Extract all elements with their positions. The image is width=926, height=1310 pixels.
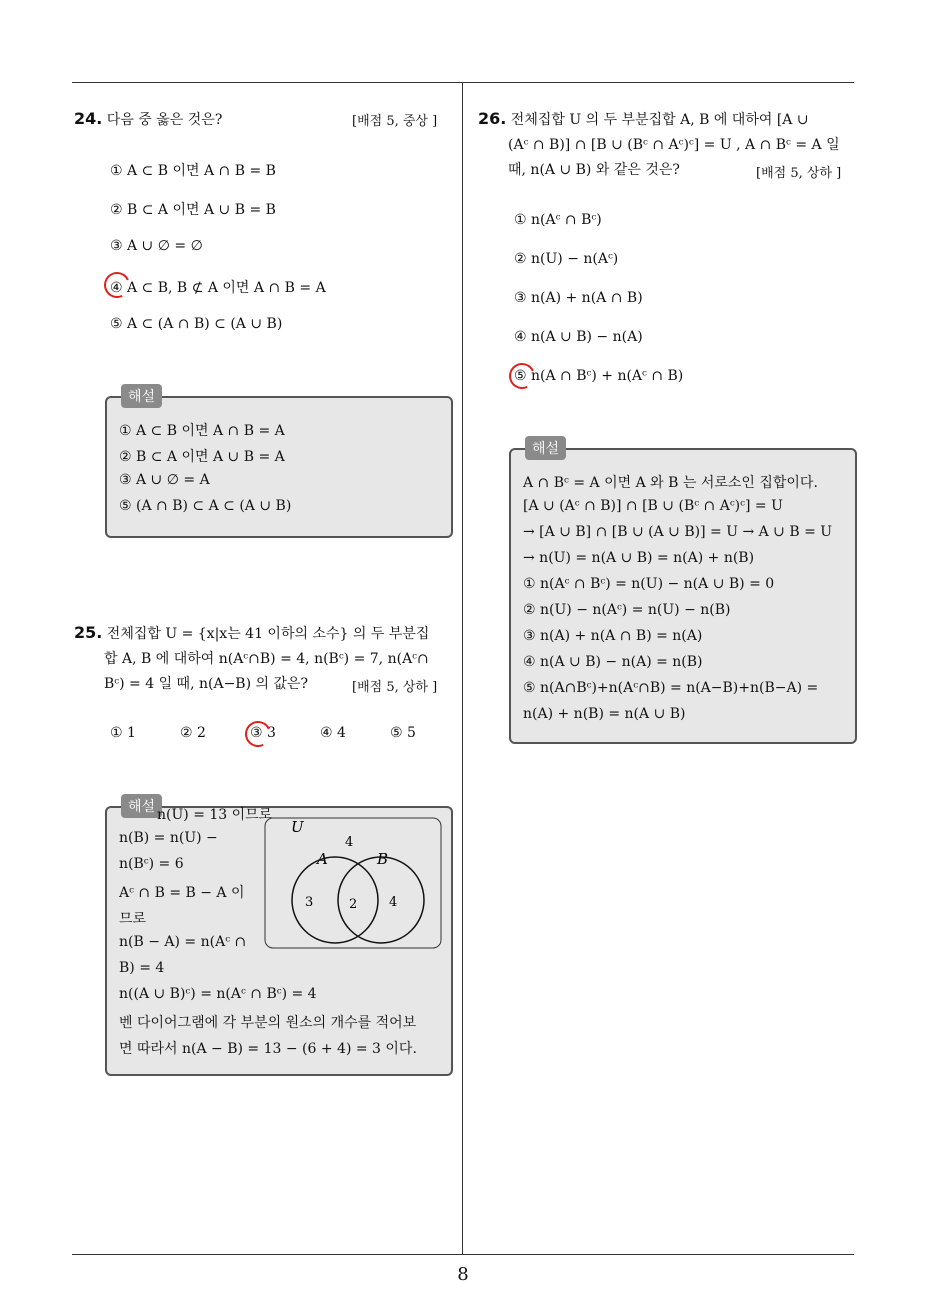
q25-solution-line: B) = 4 — [119, 960, 165, 976]
q26-solution-line: ③ n(A) + n(A ∩ B) = n(A) — [523, 628, 703, 644]
solution-tag: 해설 — [121, 384, 162, 408]
q25-solution-line: n(B − A) = n(Aᶜ ∩ — [119, 934, 247, 950]
q26-number: 26. — [478, 109, 507, 128]
q24-option-2[interactable]: ② B ⊂ A 이면 A ∪ B = B — [110, 202, 276, 218]
column-divider — [462, 82, 463, 1254]
q24-solution-line: ① A ⊂ B 이면 A ∩ B = A — [119, 423, 285, 439]
q26-option-1[interactable]: ① n(Aᶜ ∩ Bᶜ) — [514, 212, 602, 228]
q25-solution-line: n(B) = n(U) − — [119, 830, 218, 846]
q26-option-3[interactable]: ③ n(A) + n(A ∩ B) — [514, 290, 643, 306]
venn-outside-count: 4 — [345, 835, 354, 850]
q24-solution-line: ③ A ∪ ∅ = A — [119, 472, 210, 488]
q24-option-4[interactable]: ④ A ⊂ B, B ⊄ A 이면 A ∩ B = A — [110, 280, 326, 296]
answer-mark-circle — [505, 359, 538, 392]
q26-points: [배점 5, 상하 ] — [756, 166, 842, 181]
q26-text-line3: 때, n(A ∪ B) 와 같은 것은? — [508, 162, 680, 178]
venn-a-only-count: 3 — [305, 895, 314, 910]
q24-header — [74, 106, 222, 133]
q26-solution-line: ② n(U) − n(Aᶜ) = n(U) − n(B) — [523, 602, 731, 618]
q26-solution-line: ④ n(A ∪ B) − n(A) = n(B) — [523, 654, 703, 670]
q25-option-4[interactable]: ④ 4 — [320, 725, 346, 741]
q25-solution-line: Aᶜ ∩ B = B − A 이 — [119, 885, 245, 901]
q25-solution-line: n(Bᶜ) = 6 — [119, 856, 184, 872]
q24-solution-box — [105, 389, 453, 538]
venn-b-only-count: 4 — [389, 895, 398, 910]
q25-solution-box — [105, 799, 453, 1076]
q25-text-line1: 전체집합 U = {x|x는 41 이하의 소수} 의 두 부분집 — [106, 626, 430, 642]
q26-option-4[interactable]: ④ n(A ∪ B) − n(A) — [514, 329, 643, 345]
q24-number: 24. — [74, 109, 103, 128]
q26-solution-line: ⑤ n(A∩Bᶜ)+n(Aᶜ∩B) = n(A−B)+n(B−A) = — [523, 680, 819, 696]
q24-option-1[interactable]: ① A ⊂ B 이면 A ∩ B = B — [110, 163, 276, 179]
q25-option-5[interactable]: ⑤ 5 — [390, 725, 416, 741]
page-number: 8 — [457, 1264, 469, 1285]
q26-option-5[interactable]: ⑤ n(A ∩ Bᶜ) + n(Aᶜ ∩ B) — [514, 368, 684, 384]
q25-text-line2: 합 A, B 에 대하여 n(Aᶜ∩B) = 4, n(Bᶜ) = 7, n(Aᶜ∩ — [104, 651, 429, 667]
q26-text-line1: 전체집합 U 의 두 부분집합 A, B 에 대하여 [A ∪ — [510, 112, 809, 128]
bottom-rule — [72, 1254, 854, 1255]
q25-points: [배점 5, 상하 ] — [352, 680, 438, 695]
q26-solution-line: n(A) + n(B) = n(A ∪ B) — [523, 706, 686, 722]
q26-solution-line: [A ∪ (Aᶜ ∩ B)] ∩ [B ∪ (Bᶜ ∩ Aᶜ)ᶜ] = U — [523, 498, 783, 514]
venn-label-u: U — [291, 818, 304, 836]
q26-solution-line: → [A ∪ B] ∩ [B ∪ (A ∪ B)] = U → A ∪ B = U — [523, 524, 833, 540]
answer-mark-circle — [241, 717, 274, 750]
q25-solution-line: 므로 — [119, 911, 147, 927]
q24-solution-line: ⑤ (A ∩ B) ⊂ A ⊂ (A ∪ B) — [119, 498, 292, 514]
q25-text-line3: Bᶜ) = 4 일 때, n(A−B) 의 값은? — [104, 676, 309, 692]
q26-solution-line: ① n(Aᶜ ∩ Bᶜ) = n(U) − n(A ∪ B) = 0 — [523, 576, 775, 592]
q26-option-2[interactable]: ② n(U) − n(Aᶜ) — [514, 251, 619, 267]
q25-option-1[interactable]: ① 1 — [110, 725, 136, 741]
venn-intersection-count: 2 — [349, 897, 358, 912]
solution-tag: 해설 — [121, 794, 162, 818]
venn-diagram — [263, 816, 443, 952]
q25-solution-line: n(U) = 13 이므로 — [157, 807, 273, 823]
venn-label-b: B — [377, 850, 389, 868]
venn-label-a: A — [317, 850, 328, 868]
q24-option-3[interactable]: ③ A ∪ ∅ = ∅ — [110, 238, 203, 254]
q24-option-5[interactable]: ⑤ A ⊂ (A ∩ B) ⊂ (A ∪ B) — [110, 316, 283, 332]
q24-points: [배점 5, 중상 ] — [352, 114, 438, 129]
q25-solution-line: n((A ∪ B)ᶜ) = n(Aᶜ ∩ Bᶜ) = 4 — [119, 986, 317, 1002]
q26-solution-line: A ∩ Bᶜ = A 이면 A 와 B 는 서로소인 집합이다. — [523, 475, 818, 491]
q26-solution-box — [509, 441, 857, 744]
q25-option-2[interactable]: ② 2 — [180, 725, 206, 741]
q25-solution-line: 벤 다이어그램에 각 부분의 원소의 개수를 적어보 — [119, 1015, 417, 1031]
solution-tag: 해설 — [525, 436, 566, 460]
q25-solution-line: 면 따라서 n(A − B) = 13 − (6 + 4) = 3 이다. — [119, 1041, 417, 1057]
q25-option-3[interactable]: ③ 3 — [250, 725, 276, 741]
q26-solution-line: → n(U) = n(A ∪ B) = n(A) + n(B) — [523, 550, 755, 566]
q24-text: 다음 중 옳은 것은? — [106, 112, 223, 128]
q26-text-line2: (Aᶜ ∩ B)] ∩ [B ∪ (Bᶜ ∩ Aᶜ)ᶜ] = U , A ∩ Bᶜ = A 일 — [508, 137, 840, 153]
top-rule — [72, 82, 854, 83]
q25-number: 25. — [74, 623, 103, 642]
q24-solution-line: ② B ⊂ A 이면 A ∪ B = A — [119, 449, 285, 465]
